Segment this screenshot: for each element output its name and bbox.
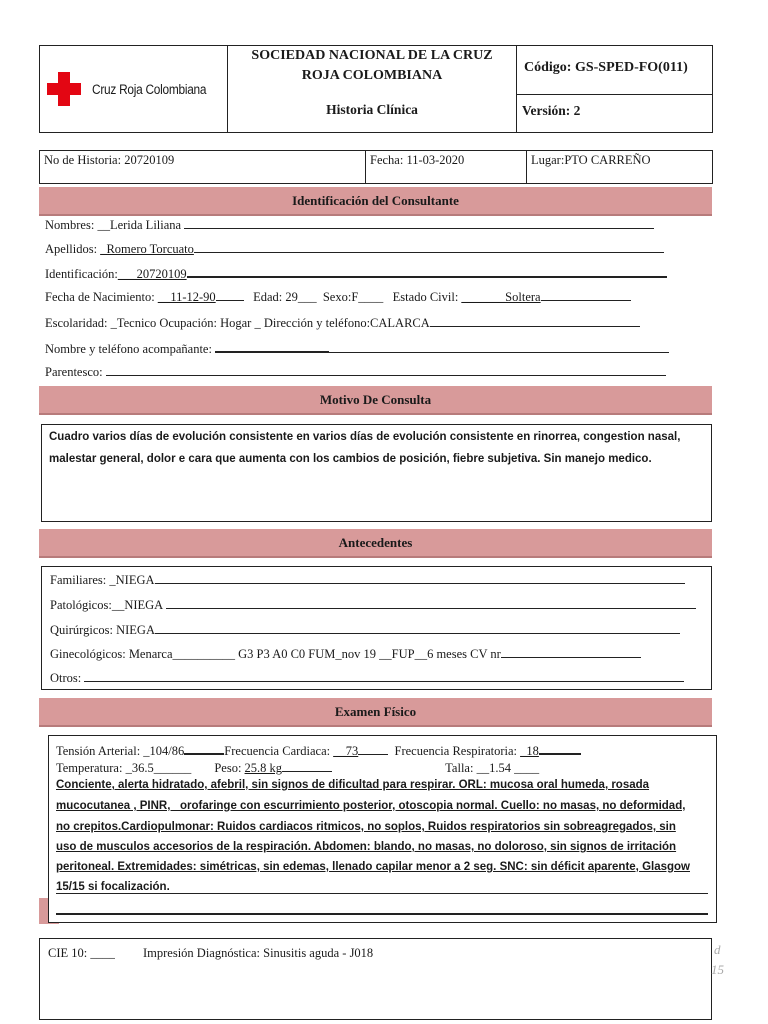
ginecologicos-row xyxy=(50,646,702,662)
patologicos-label: Patológicos: xyxy=(50,598,112,612)
doc-title: Historia Clínica xyxy=(326,102,418,117)
exam-line-4: uso de musculos accesorios de la respiración. Abdomen: blando, no masas, no doloroso, sin signos de irritación xyxy=(56,841,677,853)
ginecologicos-value: Menarca__________ G3 P3 A0 C0 FUM_nov 19 __FUP__6 meses CV nr xyxy=(128,647,501,661)
diagnostico-box xyxy=(39,938,712,1020)
record-divider-2 xyxy=(526,150,527,184)
nombres-label: Nombres: xyxy=(45,218,98,232)
red-cross-logo-icon xyxy=(47,72,81,106)
familiares-label: Familiares: xyxy=(50,573,110,587)
sexo-value: Sexo:F____ xyxy=(322,290,384,304)
quirurgicos-value: NIEGA xyxy=(116,623,155,637)
impresion-diagnostica: Impresión Diagnóstica: Sinusitis aguda - J018 xyxy=(143,946,374,960)
quirurgicos-row xyxy=(50,622,692,638)
exam-line-5: peritoneal. Extremidades: simétricas, sin edemas, llenado capilar menor a 2 seg. SNC: sin déficit aparente, Glasgow xyxy=(56,861,690,873)
familiares-value: _NIEGA xyxy=(109,573,155,587)
escolaridad-value: Escolaridad: _Tecnico Ocupación: Hogar _ xyxy=(45,316,261,330)
section-motivo: Motivo De Consulta xyxy=(39,386,712,415)
fc-label: Frecuencia Cardiaca: xyxy=(224,744,334,758)
apellidos-value: _Romero Torcuato xyxy=(100,242,194,256)
nacimiento-label: Fecha de Nacimiento: xyxy=(45,290,158,304)
familiares-row xyxy=(50,572,700,588)
peso-label: Peso: xyxy=(214,761,245,775)
exam-line-1: Conciente, alerta hidratado, afebril, sin signos de dificultad para respirar. ORL: mucosa oral humeda, rosada xyxy=(56,779,650,791)
direccion-value: Dirección y teléfono:CALARCA xyxy=(263,316,430,330)
apellidos-label: Apellidos: xyxy=(45,242,101,256)
nacimiento-row xyxy=(45,289,690,305)
tension-value: Tensión Arterial: _104/86 xyxy=(56,744,185,758)
estado-civil-value: _______Soltera xyxy=(461,290,541,304)
edad-value: Edad: 29___ xyxy=(253,290,317,304)
nombres-value: __Lerida Liliana xyxy=(97,218,185,232)
identificacion-label: Identificación: xyxy=(45,267,118,281)
otros-label: Otros: xyxy=(50,671,85,685)
fr-label: Frecuencia Respiratoria: xyxy=(394,744,521,758)
acompanante-row xyxy=(45,340,690,357)
section-examen: Examen Físico xyxy=(39,698,712,727)
exam-underline-1 xyxy=(56,893,708,894)
patologicos-value: __NIEGA xyxy=(111,598,166,612)
talla-value: Talla: __1.54 ____ xyxy=(445,761,540,775)
parentesco-label: Parentesco: xyxy=(45,365,106,379)
peso-value: 25.8 kg xyxy=(244,761,283,775)
fc-value: __73 xyxy=(333,744,359,758)
exam-line-6: 15/15 si focalización. xyxy=(56,881,170,893)
patologicos-row xyxy=(50,597,705,613)
parentesco-row xyxy=(45,364,677,380)
exam-line-2: mucocutanea , PINR, _orofaringe con escurrimiento posterior, otoscopia normal. Cuello: no masas, no deformidad, xyxy=(56,800,686,812)
identificacion-value: ___20720109 xyxy=(117,267,187,281)
nombres-row xyxy=(45,217,685,233)
logo-text: Cruz Roja Colombiana xyxy=(92,82,207,97)
margin-mark-top: d xyxy=(714,942,721,957)
acompanante-label: Nombre y teléfono acompañante: xyxy=(45,342,216,356)
temperatura-value: Temperatura: _36.5______ xyxy=(56,761,192,775)
margin-mark-bottom: 15 xyxy=(711,962,724,977)
section-identificacion: Identificación del Consultante xyxy=(39,187,712,216)
doc-version: Versión: 2 xyxy=(522,103,581,118)
doc-code: Código: GS-SPED-FO(011) xyxy=(524,60,688,75)
record-date: Fecha: 11-03-2020 xyxy=(370,153,465,167)
org-name-line2: ROJA COLOMBIANA xyxy=(301,68,443,83)
fr-value: _18 xyxy=(520,744,539,758)
record-divider-1 xyxy=(365,150,366,184)
header-divider-right xyxy=(516,45,517,133)
nacimiento-value: __11-12-90 xyxy=(157,290,216,304)
org-name-line1: SOCIEDAD NACIONAL DE LA CRUZ xyxy=(251,48,493,63)
escolaridad-row xyxy=(45,315,690,331)
historia-number: No de Historia: 20720109 xyxy=(44,153,175,167)
motivo-text-line-2: malestar general, dolor e cara que aumenta con los cambios de posición, fiebre subjetiva. Sin manejo medico. xyxy=(49,453,652,465)
record-place: Lugar:PTO CARREÑO xyxy=(531,153,651,167)
exam-line-3: no crepitos.Cardiopulmonar: Ruidos cardiacos ritmicos, no soplos, Ruidos respiratorios sin sobreagregados, sin xyxy=(56,821,676,833)
exam-underline-2 xyxy=(56,913,708,915)
signos-row-1 xyxy=(56,742,711,759)
section-antecedentes: Antecedentes xyxy=(39,529,712,558)
estado-civil-label: Estado Civil: xyxy=(392,290,462,304)
ginecologicos-label: Ginecológicos: xyxy=(50,647,129,661)
signos-row-2 xyxy=(56,760,711,776)
quirurgicos-label: Quirúrgicos: xyxy=(50,623,117,637)
cie-value: CIE 10: ____ xyxy=(48,946,116,960)
header-divider-mid xyxy=(516,94,713,95)
motivo-text-line-1: Cuadro varios días de evolución consistente en varios días de evolución consistente en rinorrea, congestion nasal, xyxy=(49,431,681,443)
otros-row xyxy=(50,670,693,686)
identificacion-row xyxy=(45,265,685,282)
apellidos-row xyxy=(45,241,685,257)
